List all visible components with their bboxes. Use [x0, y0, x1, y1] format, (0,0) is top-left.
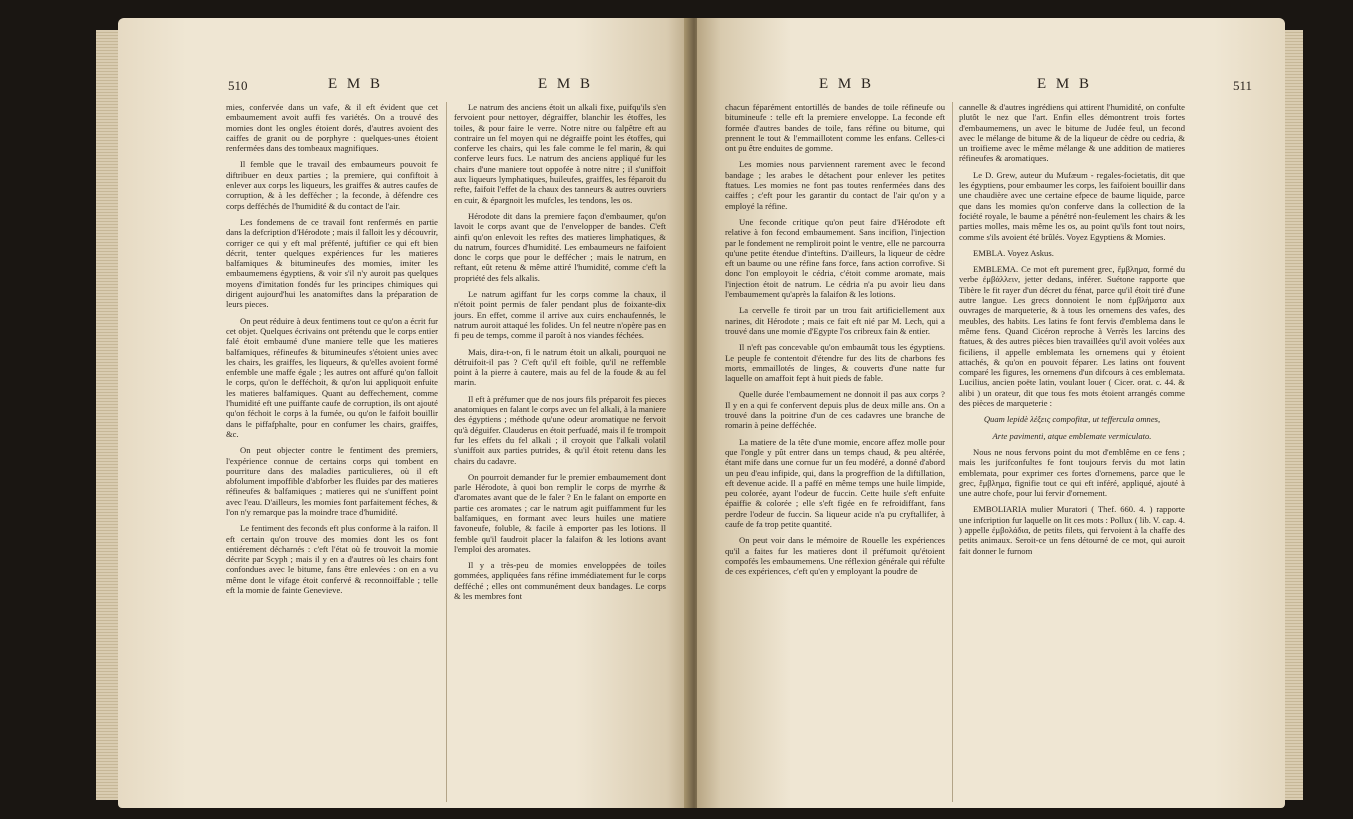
- running-header: E M B: [1037, 76, 1093, 92]
- paragraph: Hérodote dit dans la premiere façon d'embaumer, qu'on lavoit le corps avant que de l'envelopper de bandes. C'eft ainfi qu'on enlevoit les reftes des matieres limphatiques, & du natrum, fources d'humidité. Les embaumeurs ne faifoient donc le corps que pour le deffécher ; mais le natrum, en reftant, eût retenu & même attiré l'humidité, comme c'eft la propriété des fels alkalis.: [454, 210, 666, 283]
- left-page-edges: [96, 30, 120, 800]
- right-page: [697, 18, 1285, 808]
- paragraph: Il eft à préfumer que de nos jours fils préparoit fes pieces anatomiques en falant le corps avec un fel alkali, à la maniere des égyptiens ; méthode qu'une odeur aromatique ne fervoit qu'à déguifer. Clauderus en étoit perfuadé, mais il fe trompoit fur les effets du fel alkali ; il croyoit que l'alkali volatil s'uniffoit aux parties putrides, & qu'il étoit retenu dans les chairs du cadavre.: [454, 393, 666, 466]
- paragraph: EMBOLIARIA mulier Muratori ( Thef. 660. 4. ) rapporte une infcription fur laquelle on lit ces mots : Pollux ( lib. V. cap. 4. ) appelle ἐμβολάδια, de petits filets, qui fervoient à la chaffe des petits animaux. Seroit-ce un fens détourné de ce mot, qui auroit fait donner le furnom: [959, 504, 1185, 556]
- paragraph: On pourroit demander fur le premier embaumement dont parle Hérodote, à quoi bon remplir le corps de myrrhe & d'aromates avant que de le faler ? En le falant on emporte en partie ces aromates ; car le natrum agit puiffamment fur les balfamiques, en formant avec leurs huiles une matiere favoneufe, foluble, & facile à emporter pas les lotions. Il femble qu'il faudroit placer la falaifon & les lotions avant l'emploi des aromates.: [454, 471, 666, 554]
- paragraph: Le natrum des anciens étoit un alkali fixe, puifqu'ils s'en fervoient pour nettoyer, dégraiffer, blanchir les étoffes, les toiles, & pour faire le verre. Notre nitre ou falpêtre eft au contraire un fel moyen qui ne dégraiffe point les étoffes, qui conferve les chairs, qui les fale comme le fel marin, & qui conferve leurs fucs. Le natrum des anciens appliqué fur les chairs d'une maniere tout oppofée à notre nitre ; il s'uniffoit aux liqueurs lymphatiques, huileufes, graiffes, les féparoit du refte, faifoit l'effet de la chaux des tanneurs & autres ouvriers en cuir, & épargnoit les mufcles, les tendons, les os.: [454, 102, 666, 205]
- paragraph: On peut réduire à deux fentimens tout ce qu'on a écrit fur cet objet. Quelques écrivains ont prétendu que le corps entier falé étoit embaumé d'une maniere telle que les matieres balfamiques, réfineufes & bitumineufes s'étoient unies avec les chairs, les graiffes, les liqueurs, & qu'elles avoient formé enfemble une maffe égale ; les autres ont affuré qu'on falloit le corps, qu'on le defféchoit, & qu'on lui appliquoit enfuite les matieres balfamiques. Quant au deffechement, comme l'humidité eft une puiffante caufe de corruption, ils ont ajouté qu'on féchoit le corps à la fumée, ou qu'on le faifoit bouillir dans le piffafphalte, pour en confumer les chairs, graiffes, &c.: [226, 315, 438, 439]
- paragraph: On peut objecter contre le fentiment des premiers, l'expérience connue de certains corps qui tombent en pourriture dans des maladies particulieres, où il eft abfolument impoffible d'abforber les fluides par des matieres réfineufes & balfamiques ; matieres qui ne s'uniffent point avec l'eau. D'ailleurs, les momies font parfaitement féches, & l'on n'y remarque pas la moindre trace d'humidité.: [226, 445, 438, 517]
- paragraph: Mais, dira-t-on, fi le natrum étoit un alkali, pourquoi ne détruifoit-il pas ? C'eft qu'il eft foible, qu'il ne reffemble point à la pierre à cautere, mais au fel de la foude & au fel marin.: [454, 346, 666, 388]
- paragraph: Les momies nous parviennent rarement avec le fecond bandage ; les arabes le détachent pour enlever les petites ftatues. Les momies ne font pas toutes renfermées dans des caiffes ; c'eft pour les garantir du contact de l'air qu'on y a employé la réfine.: [725, 159, 945, 211]
- paragraph: Il femble que le travail des embaumeurs pouvoit fe diftribuer en deux parties ; la premiere, qui confiftoit à enlever aux corps les liqueurs, les graiffes & autres caufes de corruption, & à les deffécher ; la feconde, à défendre ces corps defféchés de l'humidité & du contact de l'air.: [226, 159, 438, 211]
- left-page: [118, 18, 690, 808]
- running-header: E M B: [819, 76, 875, 92]
- paragraph: EMBLEMA. Ce mot eft purement grec, ἔμβλημα, formé du verbe ἐμβάλλειν, jetter dedans, inférer. Suétone rapporte que Tibère le fit rayer d'un décret du fénat, parce qu'il étoit tiré d'une autre langue. Les grecs donnoient le nom ἐμβλήματα aux ouvrages de marqueterie, & à tous les ornemens des vafes, des meubles, des habits. Les latins fe font fervis d'emblema dans le même fens. Quand Cicéron reproche à Verrès les larcins des ftatues, & des autres pièces bien travaillées qu'il avoit volées aux ficiliens, il appelle emblemata les ornemens qui y étoient attachés, & qu'on en pouvoit féparer. Les latins ont fouvent comparé les figures, les ornemens d'un difcours à ces emblemata. Lucilius, ancien poëte latin, voulant louer ( Cicer. orat. c. 44. & alibi ) un orateur, dit que tous fes mots étoient arrangés comme des pièces de marqueterie :: [959, 264, 1185, 409]
- verse-line: Quam lepidè λέξεις compofitæ, ut teffercula omnes,: [983, 414, 1161, 425]
- page-number: 510: [228, 78, 248, 93]
- paragraph: Le fentiment des feconds eft plus conforme à la raifon. Il eft certain qu'on trouve des momies dont les os font entiérement décharnés : c'eft l'état où fe trouvoit la momie décrite par Scyph ; mais il y en a d'autres où les chairs font confondues avec le bitume, fans être enlevées : on en a vu même dont le vifage étoit confervé & reconnoiffable ; telle eft la momie de fainte Genevieve.: [226, 523, 438, 596]
- paragraph: On peut voir dans le mémoire de Rouelle les expériences qu'il a faites fur les matieres dont il préfumoit qu'étoient compofés les embaumemens. Une réflexion générale qui réfulte de ces expériences, c'eft qu'en y employant la poudre de: [725, 535, 945, 577]
- running-header: E M B: [538, 76, 594, 92]
- text-column-right: [454, 102, 666, 607]
- verse-line: Arte pavimenti, atque emblemate vermiculato.: [992, 430, 1152, 441]
- running-header: E M B: [328, 76, 384, 92]
- column-rule: [446, 102, 447, 802]
- column-rule: [952, 102, 953, 802]
- paragraph: La matiere de la tête d'une momie, encore affez molle pour que l'ongle y pût entrer dans un temps chaud, & peu altérée, étant mife dans une cornue fur un feu modéré, a donné d'abord un peu d'eau infipide, qui, dans la progreffion de la diftillation, eft devenue acide. Il a paffé en même temps une huile limpide, peu colorée, ayant l'odeur de fuccin. Cette huile s'eft enfuite épaiffie & colorée ; elle s'eft figée en fe refroidiffant, fans perdre l'odeur de fuccin. Sa liqueur acide n'a pu cryftallifer, à caufe de fa trop petite quantité.: [725, 436, 945, 529]
- right-page-edges: [1283, 30, 1303, 800]
- page-number: 511: [1233, 78, 1253, 93]
- paragraph: mies, confervée dans un vafe, & il eft évident que cet embaumement avoit auffi fes variétés. On a trouvé des momies dont les ongles étoient dorés, d'autres avoient des caiffes de granit ou de porphyre : quelques-unes étoient renfermées dans des tombeaux magnifiques.: [226, 102, 438, 154]
- text-column-right: [959, 102, 1185, 562]
- paragraph: Le natrum agiffant fur les corps comme la chaux, il n'étoit point permis de faler pendant plus de foixante-dix jours. En effet, comme il arrive aux cuirs enchaufennés, le natrum auroit attaqué les folides. Un fel neutre n'opère pas en fi peu de temps, comme il paroît à nos viandes féchées.: [454, 289, 666, 341]
- paragraph: Nous ne nous fervons point du mot d'emblême en ce fens ; mais les jurifconfultes fe font toujours fervis du mot latin emblemata, pour exprimer ces fortes d'ornemens, parce que le grec, ἔμβλημα, fignifie tout ce qui eft inféré, appliqué, ajouté à une autre chofe, pour lui fervir d'ornement.: [959, 446, 1185, 499]
- paragraph: Une feconde critique qu'on peut faire d'Hérodote eft relative à fon fecond embaumement. Sans incifion, l'injection par le fondement ne rempliroit point le ventre, elle ne parcourra qu'une petite étendue d'inteftins. D'ailleurs, la liqueur de cèdre eft un baume ou une réfine fans force, fans action corrofive. Si donc l'on employoit le cédria, c'étoit comme aromate, mais l'injection étoit de natrum. Le cédria n'a pu avoir lieu dans l'embaumement qu'après la falaifon & les lotions.: [725, 216, 945, 300]
- paragraph: La cervelle fe tiroit par un trou fait artificiellement aux narines, dit Hérodote ; mais ce fait eft nié par M. Lech, qui a trouvé dans une momie d'Egypte l'os cribreux fain & entier.: [725, 305, 945, 336]
- paragraph: cannelle & d'autres ingrédiens qui attirent l'humidité, on confulte plutôt le nez que l'art. Enfin elles démontrent trois fortes d'embaumemens, un avec le bitume de Judée feul, un fecond avec le mélange de bitume & de la liqueur de cèdre ou cedria, & un troifieme avec le même mélange & une addition de matieres réfineufes & aromatiques.: [959, 102, 1185, 164]
- paragraph: Il n'eft pas concevable qu'on embaumât tous les égyptiens. Le peuple fe contentoit d'étendre fur des lits de charbons fes morts, emmaillotés de linges, & couverts d'une natte fur laquelle on amaffoit fept à huit pieds de fable.: [725, 342, 945, 384]
- paragraph: Les fondemens de ce travail font renfermés en partie dans la defcription d'Hérodote ; mais il falloit les y découvrir, corriger ce qui y eft mal préfenté, juftifier ce qui eft bien décrit, tenter quelques expériences fur les matieres balfamiques & bitumineufes des momies, imiter les embaumemens égyptiens, & voir s'il n'y auroit pas quelques moyens d'imitation fondés fur les principes chimiques qui dirigent aujourd'hui les anatomiftes dans la préparation de leurs pieces.: [226, 216, 438, 310]
- paragraph: EMBLA. Voyez Askus.: [973, 247, 1054, 258]
- paragraph: Quelle durée l'embaumement ne donnoit il pas aux corps ? Il y en a qui fe confervent depuis plus de deux mille ans. On a trouvé dans la poitrine d'un de ces cadavres une branche de romarin à peine defféchée.: [725, 389, 945, 431]
- paragraph: chacun féparément entortillés de bandes de toile réfineufe ou bitumineufe : telle eft la premiere enveloppe. La feconde eft formée d'autres bandes de toile, fans réfine ou bitume, qui prennent le tout & l'emmaillotent comme les enfans. Celles-ci ont pu être enduites de gomme.: [725, 102, 945, 154]
- text-column-left: [226, 102, 438, 601]
- paragraph: Le D. Grew, auteur du Mufæum - regales-focietatis, dit que les égyptiens, pour embaumer les corps, les faifoient bouillir dans une chaudière avec une certaine efpece de baume liquide, parce que dans les momies qu'on conferve dans la collection de la fociété royale, le baume a pénétré non-feulement les chairs & les parties molles, mais même les os, au point qu'ils font tout noirs, comme s'ils avoient été brûlés. Voyez Egyptiens & Momies.: [959, 169, 1186, 242]
- text-column-left: [725, 102, 945, 582]
- paragraph: Il y a très-peu de momies enveloppées de toiles gommées, appliquées fans réfine immédiatement fur le corps defféché ; elles ont communément deux bandages. Le corps & les membres font: [454, 560, 666, 602]
